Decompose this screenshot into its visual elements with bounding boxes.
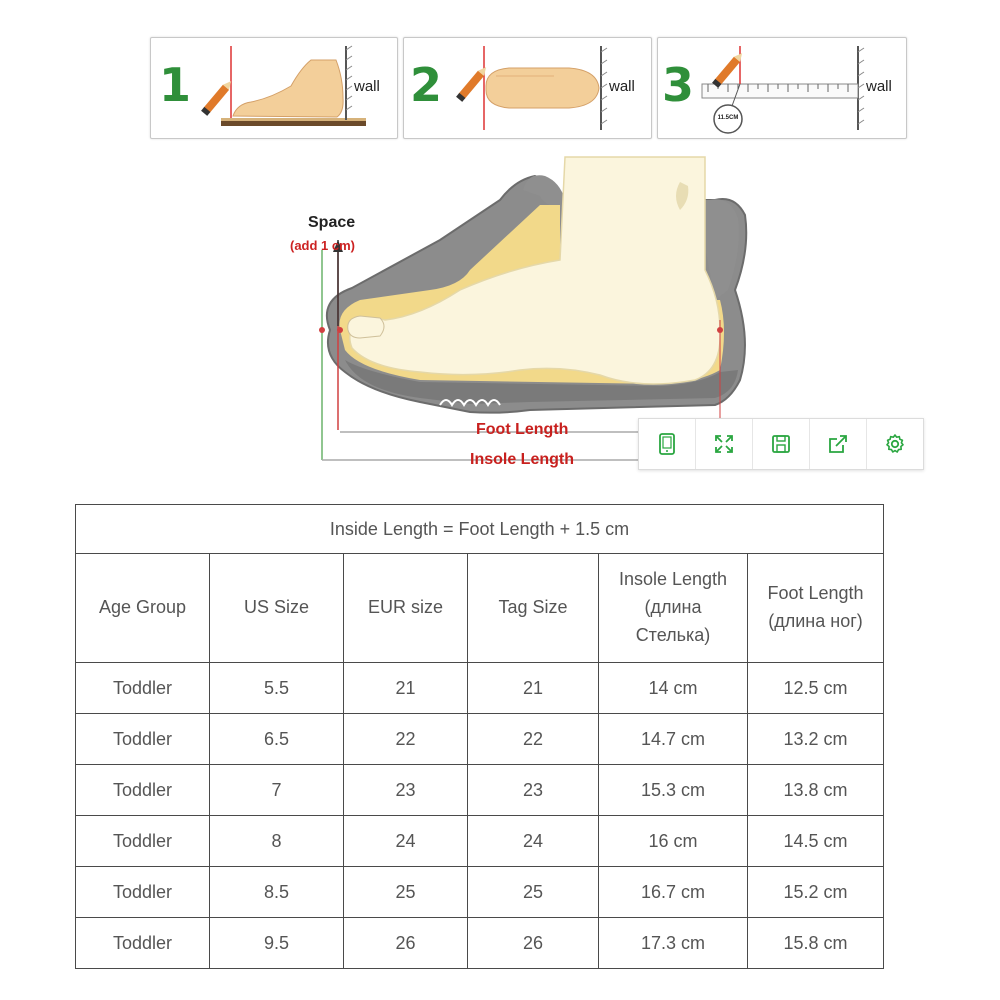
cell-us-size: 7 [210,765,344,816]
header-age-group: Age Group [76,554,210,663]
cell-tag-size: 25 [468,867,599,918]
cell-us-size: 6.5 [210,714,344,765]
cell-tag-size: 23 [468,765,599,816]
header-eur-size: EUR size [344,554,468,663]
step-panel-2 [403,37,652,139]
cell-eur-size: 23 [344,765,468,816]
cell-tag-size: 26 [468,918,599,969]
fullscreen-icon [712,432,736,456]
cell-eur-size: 26 [344,918,468,969]
cell-foot-length: 14.5 cm [748,816,884,867]
wall-label: wall [609,78,635,95]
cell-foot-length: 13.8 cm [748,765,884,816]
cell-tag-size: 22 [468,714,599,765]
wall-label: wall [354,78,380,95]
ruler-reading: 11.5CM [717,115,739,121]
cell-age-group: Toddler [76,663,210,714]
save-icon [770,433,792,455]
table-row [76,867,884,918]
foot-length-label: Foot Length [476,421,569,438]
cell-eur-size: 25 [344,867,468,918]
step-panel-1 [150,37,398,139]
save-button[interactable] [753,419,810,469]
share-icon [827,433,849,455]
cell-insole-length: 17.3 cm [599,918,748,969]
cell-eur-size: 24 [344,816,468,867]
cell-foot-length: 15.2 cm [748,867,884,918]
cell-eur-size: 22 [344,714,468,765]
cell-us-size: 8.5 [210,867,344,918]
cell-age-group: Toddler [76,714,210,765]
header-us-size: US Size [210,554,344,663]
table-header-row [76,554,884,663]
cell-age-group: Toddler [76,816,210,867]
cell-us-size: 9.5 [210,918,344,969]
step-number: 3 [662,58,695,112]
tablet-button[interactable] [639,419,696,469]
image-toolbar [638,418,924,470]
step-number: 2 [410,58,443,112]
cell-foot-length: 15.8 cm [748,918,884,969]
cell-foot-length: 13.2 cm [748,714,884,765]
cell-tag-size: 21 [468,663,599,714]
header-foot-length: Foot Length (длина ног) [748,554,884,663]
table-row [76,663,884,714]
cell-age-group: Toddler [76,765,210,816]
cell-insole-length: 14 cm [599,663,748,714]
cell-age-group: Toddler [76,867,210,918]
fullscreen-button[interactable] [696,419,753,469]
tablet-icon [656,432,678,456]
step-number: 1 [159,58,192,112]
table-row [76,816,884,867]
share-button[interactable] [810,419,867,469]
header-tag-size: Tag Size [468,554,599,663]
cell-tag-size: 24 [468,816,599,867]
size-chart-table [75,504,884,969]
cell-age-group: Toddler [76,918,210,969]
cell-foot-length: 12.5 cm [748,663,884,714]
settings-button[interactable] [867,419,923,469]
table-row [76,918,884,969]
insole-length-label: Insole Length [470,451,574,468]
cell-insole-length: 15.3 cm [599,765,748,816]
cell-insole-length: 14.7 cm [599,714,748,765]
cell-eur-size: 21 [344,663,468,714]
space-label: Space [308,214,356,231]
space-note: (add 1 cm) [290,238,356,253]
header-insole-length: Insole Length (длина Стелька) [599,554,748,663]
wall-label: wall [866,78,892,95]
cell-insole-length: 16.7 cm [599,867,748,918]
settings-icon [883,432,907,456]
cell-insole-length: 16 cm [599,816,748,867]
table-row [76,765,884,816]
cell-us-size: 5.5 [210,663,344,714]
cell-us-size: 8 [210,816,344,867]
table-caption: Inside Length = Foot Length + 1.5 cm [76,505,884,554]
step-panel-3 [657,37,907,139]
table-row [76,714,884,765]
